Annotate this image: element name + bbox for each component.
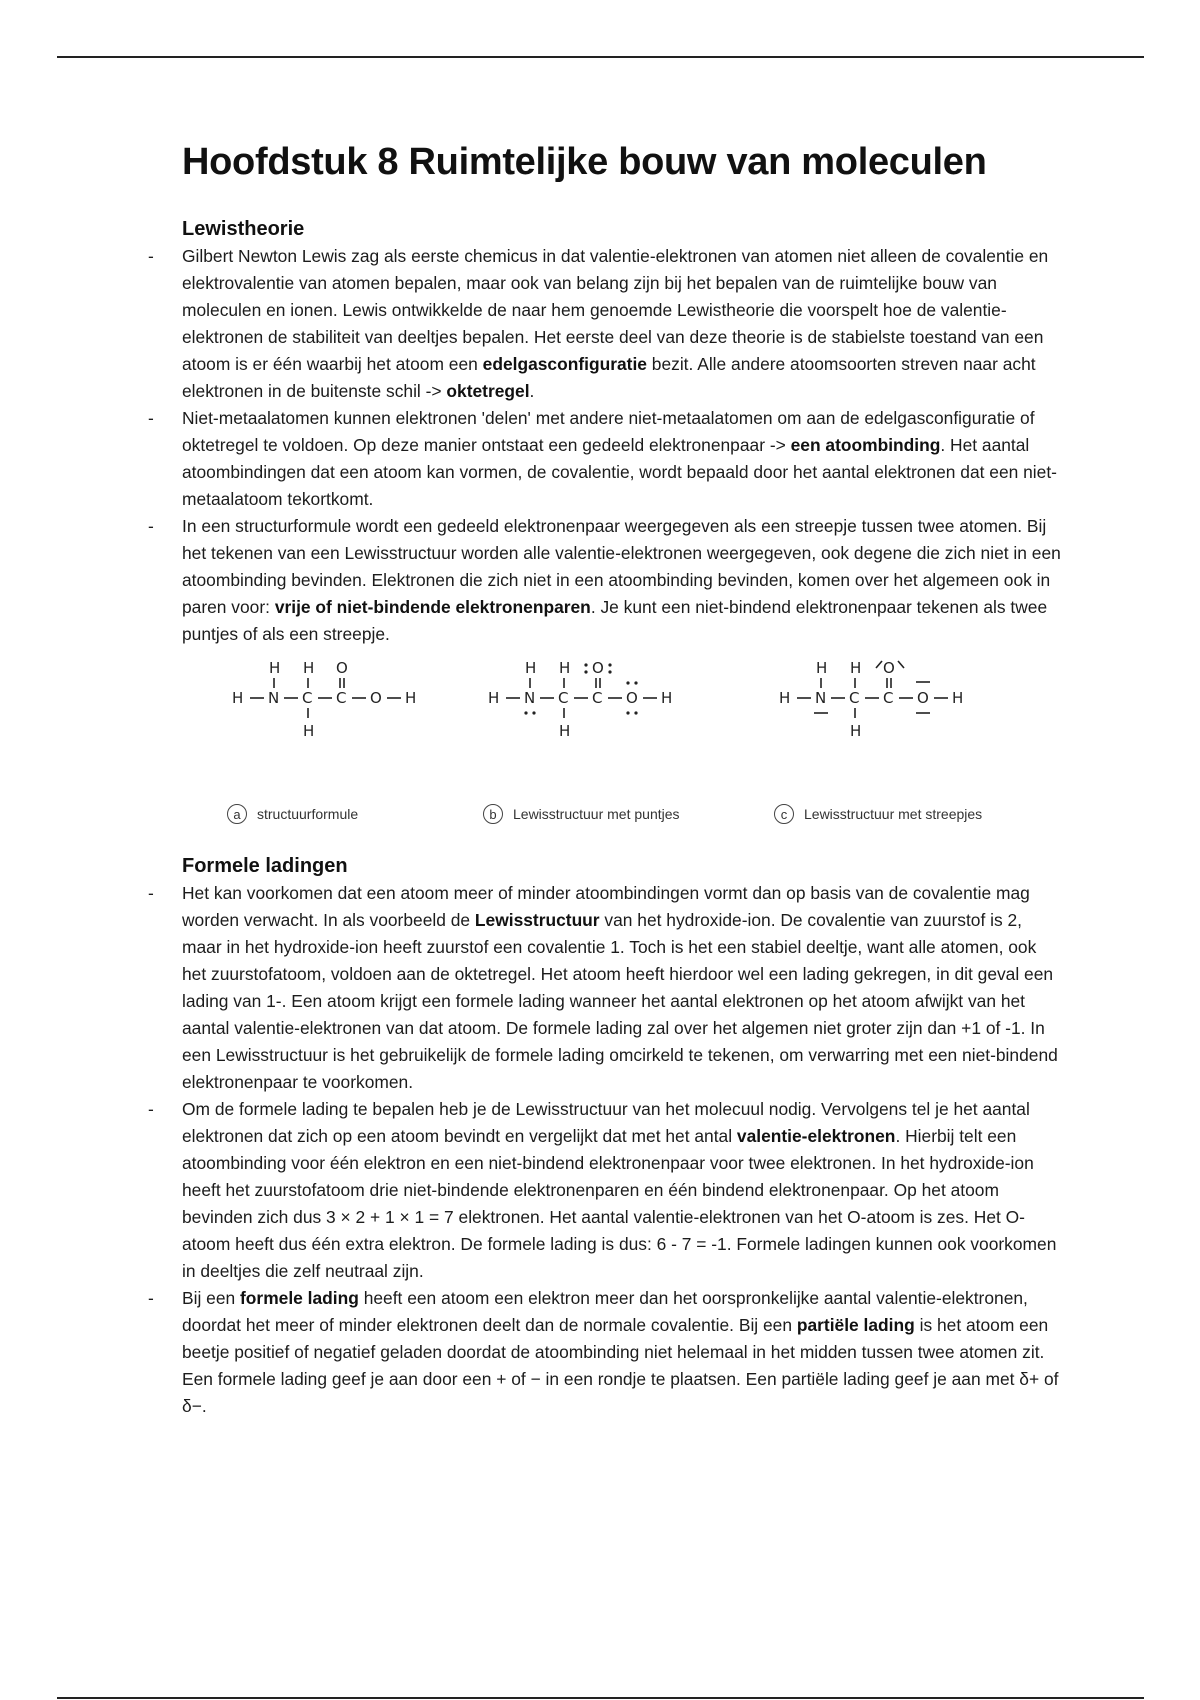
bold-term: partiële lading xyxy=(796,1314,915,1335)
text-run: Gilbert Newton Lewis zag als eerste chemicus in dat valentie-elektronen van atomen niet alleen de covalentie en elektrovalentie van atomen bepalen, maar ook van belang zijn bij het bepalen van de ruimtelijke bouw van moleculen en ionen. Lewis ontwikkelde de naar hem genoemde Lewistheorie die voorspelt hoe de valentie-elektronen de stabiliteit van deeltjes bepalen. Het eerste deel van deze theorie is de stabielste toestand van een atoom is er één waarbij het atoom een xyxy=(182,245,1049,374)
paragraph xyxy=(148,243,1062,405)
atom-h: H xyxy=(525,658,537,677)
paragraph xyxy=(148,880,1062,1096)
atom-o: O xyxy=(592,658,604,677)
caption-text: Lewisstructuur met puntjes xyxy=(513,805,680,822)
caption-a xyxy=(227,804,358,824)
text-run: . Het aantal atoombindingen dat een atoom kan vormen, de covalentie, wordt bepaald door het aantal elektronen dat een niet-metaalatoom tekortkomt. xyxy=(182,434,1057,509)
text-run: bezit. Alle andere atoomsoorten streven naar acht elektronen in de buitenste schil -> xyxy=(182,353,1036,401)
text-run: van het hydroxide-ion. De covalentie van zuurstof is 2, maar in het hydroxide-ion heeft zuurstof een covalentie 1. Toch is het een stabiel deeltje, want alle atomen, ook het zuurstofatoom, voldoen aan de oktetregel. Het atoom heeft hierdoor wel een lading gekregen, in dit geval een lading van 1-. Een atoom krijgt een formele lading wanneer het aantal elektronen op het atoom afwijkt van het aantal valentie-elektronen van dat atoom. De formele lading zal over het algemen niet groter zijn dan +1 of -1. In een Lewisstructuur is het gebruikelijk de formele lading omcirkeld te tekenen, om verwarring met een niet-bindend elektronenpaar te voorkomen. xyxy=(182,909,1058,1092)
top-rule xyxy=(57,56,1144,58)
bold-term: een atoombinding xyxy=(790,434,941,455)
atom-o: O xyxy=(370,688,382,707)
caption-letter-badge: a xyxy=(227,804,247,824)
atom-h: H xyxy=(850,721,862,740)
bold-term: valentie-elektronen xyxy=(736,1125,896,1146)
text-run: . Je kunt een niet-bindend elektronenpaar tekenen als twee puntjes of als een streepje. xyxy=(182,596,1048,644)
caption-letter-badge: c xyxy=(774,804,794,824)
document-body xyxy=(148,140,1062,1420)
bold-term: formele lading xyxy=(240,1287,359,1308)
atom-h: H xyxy=(232,688,244,707)
lewis-lines-diagram xyxy=(779,656,979,766)
bullet-dash: - xyxy=(148,407,154,428)
paragraph xyxy=(148,405,1062,513)
atom-h: H xyxy=(816,658,828,677)
text-run: is het atoom een beetje positief of negatief geladen doordat de atoombinding niet helemaal in het midden tussen twee atomen zit. Een formele lading geef je aan door een + of − in een rondje te plaatsen. Een partiële lading geef je aan met δ+ of δ−. xyxy=(182,1314,1059,1416)
glycine-figure xyxy=(182,656,1062,831)
atom-o: O xyxy=(883,658,895,677)
paragraph xyxy=(148,513,1062,648)
text-run: Het kan voorkomen dat een atoom meer of minder atoombindingen vormt dan op basis van de covalentie mag worden verwacht. In als voorbeeld de xyxy=(182,882,1030,930)
atom-h: H xyxy=(661,688,673,707)
page-title: Hoofdstuk 8 Ruimtelijke bouw van moleculen xyxy=(182,141,987,183)
atom-o: O xyxy=(626,688,638,707)
lewis-dots-diagram xyxy=(488,656,688,766)
caption-letter-badge: b xyxy=(483,804,503,824)
atom-c: C xyxy=(558,688,569,707)
caption-text: Lewisstructuur met streepjes xyxy=(804,805,983,822)
atom-h: H xyxy=(488,688,500,707)
text-run: heeft een atoom een elektron meer dan het oorspronkelijke aantal valentie-elektronen, doordat het meer of minder elektronen deelt dan de normale covalentie. Bij een xyxy=(182,1287,1028,1335)
atom-h: H xyxy=(303,721,315,740)
bullet-dash: - xyxy=(148,1287,154,1308)
caption-text: structuurformule xyxy=(257,805,359,822)
bold-term: edelgasconfiguratie xyxy=(482,353,647,374)
atom-h: H xyxy=(405,688,417,707)
atom-c: C xyxy=(849,688,860,707)
atom-n: N xyxy=(815,688,827,707)
text-run: In een structurformule wordt een gedeeld elektronenpaar weergegeven als een streepje tussen twee atomen. Bij het tekenen van een Lewisstructuur worden alle valentie-elektronen weergegeven, ook degene die zich niet in een atoombinding bevinden. Elektronen die zich niet in een atoombinding bevinden, komen over het algemeen ook in paren voor: xyxy=(182,515,1061,617)
text-run: . xyxy=(529,380,535,401)
atom-h: H xyxy=(952,688,964,707)
paragraph xyxy=(148,1285,1062,1420)
text-run: Bij een xyxy=(182,1287,241,1308)
section-heading: Lewistheorie xyxy=(182,217,305,240)
bold-term: vrije of niet-bindende elektronenparen xyxy=(274,596,591,617)
atom-c: C xyxy=(302,688,313,707)
bold-term: oktetregel xyxy=(446,380,530,401)
atom-o: O xyxy=(336,658,348,677)
atom-h: H xyxy=(303,658,315,677)
atom-c: C xyxy=(592,688,603,707)
section-heading: Formele ladingen xyxy=(182,854,348,877)
paragraph xyxy=(148,1096,1062,1285)
bullet-dash: - xyxy=(148,1098,154,1119)
section-formele-ladingen xyxy=(148,853,1062,1420)
text-run: Niet-metaalatomen kunnen elektronen 'delen' met andere niet-metaalatomen om aan de edelgasconfiguratie of oktetregel te voldoen. Op deze manier ontstaat een gedeeld elektronenpaar -> xyxy=(182,407,1035,455)
atom-c: C xyxy=(883,688,894,707)
atom-h: H xyxy=(850,658,862,677)
atom-h: H xyxy=(559,658,571,677)
bullet-dash: - xyxy=(148,245,154,266)
bold-term: Lewisstructuur xyxy=(474,909,600,930)
text-run: . Hierbij telt een atoombinding voor één elektron en een niet-bindend elektronenpaar voor twee elektronen. In het hydroxide-ion heeft het zuurstofatoom drie niet-bindende elektronenparen en één bindend elektronenpaar. Op het atoom bevinden zich dus 3 × 2 + 1 × 1 = 7 elektronen. Het aantal valentie-elektronen van het O-atoom is zes. Het O-atoom heeft dus één extra elektron. De formele lading is dus: 6 - 7 = -1. Formele ladingen kunnen ook voorkomen in deeltjes die zelf neutraal zijn. xyxy=(182,1125,1057,1281)
bullet-dash: - xyxy=(148,515,154,536)
section-lewistheorie xyxy=(148,216,1062,648)
structure-formula-diagram xyxy=(232,656,432,766)
atom-h: H xyxy=(269,658,281,677)
atom-c: C xyxy=(336,688,347,707)
caption-b xyxy=(483,804,680,824)
atom-n: N xyxy=(268,688,280,707)
caption-c xyxy=(774,804,982,824)
atom-h: H xyxy=(779,688,791,707)
text-run: Om de formele lading te bepalen heb je de Lewisstructuur van het molecuul nodig. Vervolgens tel je het aantal elektronen dat zich op een atoom bevindt en vergelijkt dat met het antal xyxy=(182,1098,1030,1146)
atom-o: O xyxy=(917,688,929,707)
atom-h: H xyxy=(559,721,571,740)
bottom-rule xyxy=(57,1697,1144,1699)
bullet-dash: - xyxy=(148,882,154,903)
atom-n: N xyxy=(524,688,536,707)
